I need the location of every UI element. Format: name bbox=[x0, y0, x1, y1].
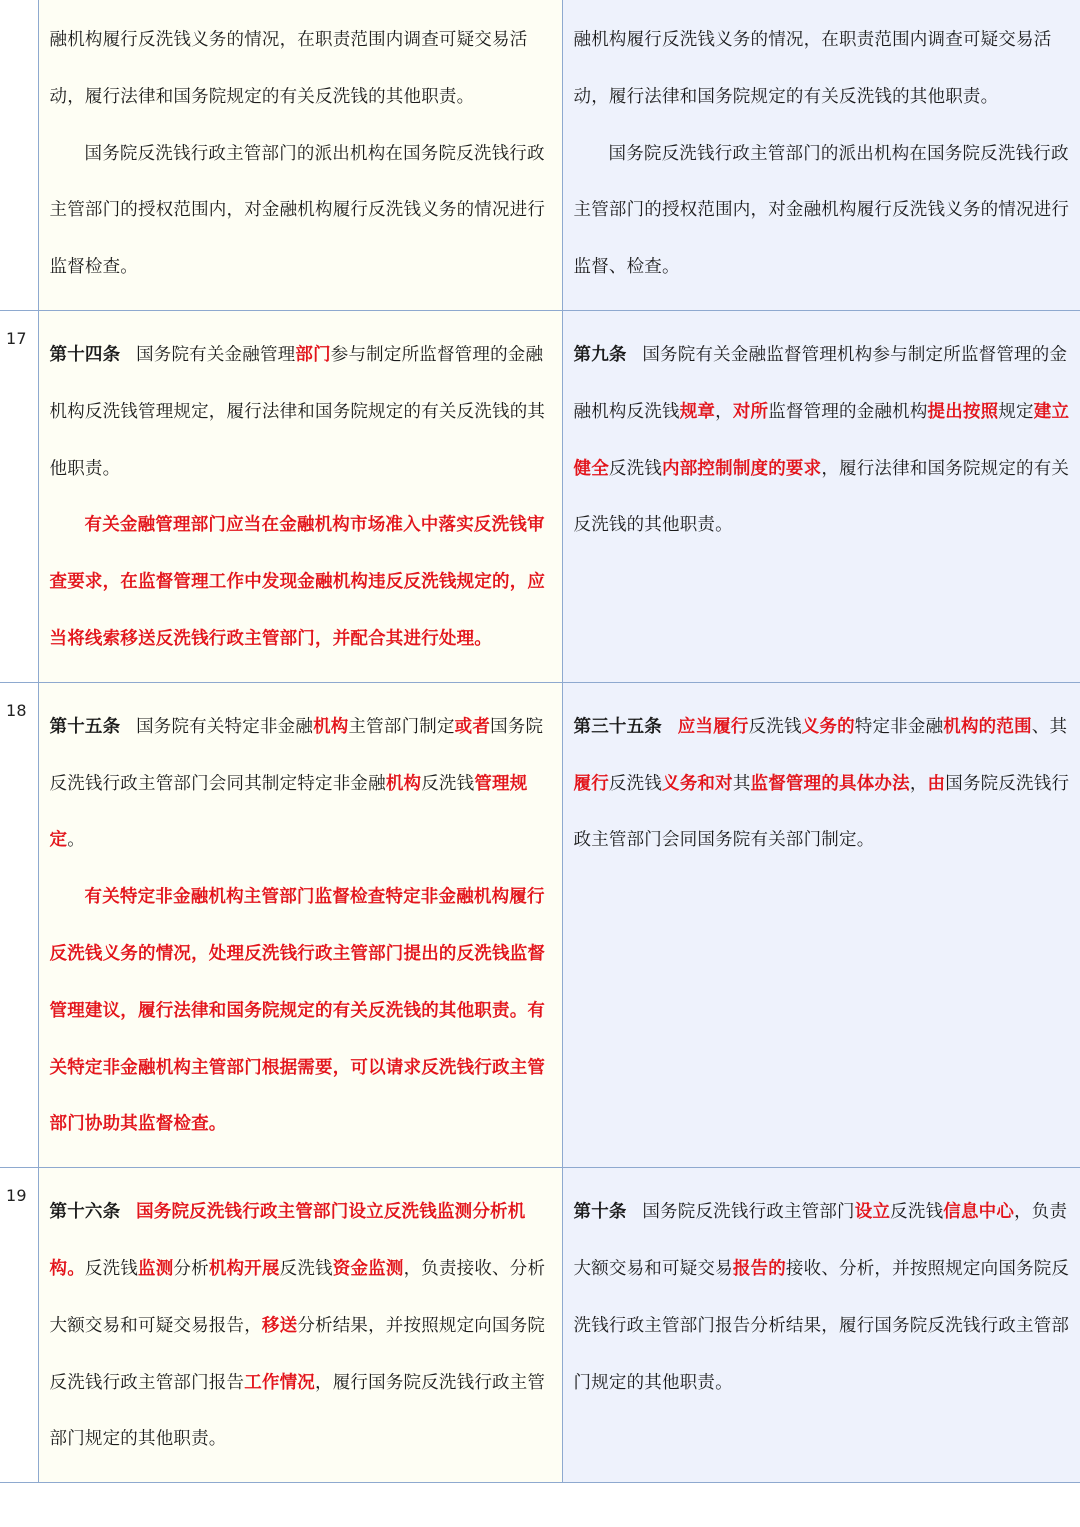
amended-text: 移送 bbox=[261, 1315, 298, 1336]
amended-text: 机构 bbox=[313, 716, 349, 737]
article-paragraph bbox=[50, 126, 556, 296]
article-text: 接收、分析，并按照规定向国务院反洗钱行政主管部门报告分析结果，履行国务院反洗钱行政主管部门规定的其他职责。 bbox=[573, 1258, 1070, 1393]
old-law-cell bbox=[38, 682, 562, 1167]
article-text: 国务院反洗钱行政主管部门 bbox=[642, 1202, 855, 1223]
article-text: ，负责大额交易和可疑交易 bbox=[573, 1202, 1068, 1279]
amended-text: 机构的范围 bbox=[943, 716, 1032, 737]
article-text: 融机构履行反洗钱义务的情况，在职责范围内调查可疑交易活动，履行法律和国务院规定的有关反洗钱的其他职责。 bbox=[573, 30, 1052, 107]
old-law-cell bbox=[38, 1168, 562, 1483]
amended-text: 设立 bbox=[854, 1202, 891, 1223]
article-paragraph bbox=[50, 699, 556, 869]
article-paragraph bbox=[574, 699, 1074, 869]
amended-text: 履行 bbox=[573, 773, 609, 794]
row-number: 19 bbox=[0, 1168, 38, 1483]
article-text: 融机构履行反洗钱义务的情况，在职责范围内调查可疑交易活动，履行法律和国务院规定的有关反洗钱的其他职责。 bbox=[49, 30, 528, 107]
new-law-cell bbox=[562, 310, 1080, 682]
amended-text: 应当履行 bbox=[677, 716, 749, 737]
article-text: ，履行法律和国务院规定的有关反洗钱的其他职责。 bbox=[573, 458, 1070, 536]
article-text: 反洗钱 bbox=[279, 1258, 333, 1279]
article-text: 国务院反洗钱行政主管部门的派出机构在国务院反洗钱行政主管部门的授权范围内，对金融机构履行反洗钱义务的情况进行监督、检查。 bbox=[573, 143, 1070, 278]
amended-text: 机构 bbox=[385, 773, 422, 794]
old-law-cell bbox=[38, 0, 562, 310]
article-text: ，履行国务院反洗钱行政主管部门规定的其他职责。 bbox=[49, 1372, 546, 1450]
article-text: 国务院反洗钱行政主管部门会同国务院有关部门制定。 bbox=[573, 773, 1070, 851]
amended-text: 建立健全 bbox=[573, 401, 1070, 479]
amended-text: 由 bbox=[927, 773, 946, 794]
article-text: 国务院有关金融监督管理机构参与制定所监督管理的金融机构反洗钱 bbox=[573, 344, 1068, 422]
article-text: 反洗钱 bbox=[421, 773, 475, 794]
article-text: 。 bbox=[67, 830, 85, 851]
article-text: 反洗钱 bbox=[608, 458, 663, 479]
article-paragraph bbox=[574, 126, 1074, 296]
amended-text: 国务院反洗钱行政主管部门设立反洗钱监测分析机构。 bbox=[49, 1202, 526, 1279]
article-number: 第十六条 bbox=[49, 1202, 121, 1223]
article-text: 其 bbox=[732, 773, 751, 794]
article-text: 参与制定所监督管理的金融机构反洗钱管理规定，履行法律和国务院规定的有关反洗钱的其他职责。 bbox=[49, 344, 546, 479]
amended-text: 对所 bbox=[732, 401, 769, 422]
article-text: 分析结果，并按照规定向国务院反洗钱行政主管部门报告 bbox=[49, 1315, 546, 1393]
article-text: ，负责接收、分析大额交易和可疑交易报告， bbox=[49, 1258, 546, 1336]
amended-text: 部门 bbox=[295, 344, 331, 365]
amended-text: 内部控制制度的要求 bbox=[662, 458, 822, 479]
article-paragraph bbox=[574, 327, 1074, 554]
amended-text: 义务和对 bbox=[662, 773, 733, 794]
article-text: ， bbox=[909, 773, 928, 794]
article-paragraph bbox=[50, 327, 556, 497]
article-text: 国务院有关特定非金融 bbox=[136, 716, 314, 737]
article-paragraph bbox=[574, 1184, 1074, 1411]
amended-text: 监测 bbox=[138, 1258, 174, 1279]
article-paragraph bbox=[50, 869, 556, 1153]
article-text: 分析 bbox=[173, 1258, 209, 1279]
amended-text: 管理规定 bbox=[49, 773, 528, 851]
article-text: 反洗钱 bbox=[890, 1202, 944, 1223]
amended-text: 机构开展 bbox=[208, 1258, 280, 1279]
amended-text: 有关特定非金融机构主管部门监督检查特定非金融机构履行反洗钱义务的情况，处理反洗钱行政主管部门提出的反洗钱监督管理建议，履行法律和国务院规定的有关反洗钱的其他职责。有关特定非金融机构主管部门根据需要，可以请求反洗钱行政主管部门协助其监督检查。 bbox=[49, 887, 546, 1135]
old-law-cell bbox=[38, 310, 562, 682]
amended-text: 义务的 bbox=[801, 716, 855, 737]
table-row bbox=[0, 310, 1080, 682]
article-text: 国务院有关金融管理 bbox=[136, 344, 296, 365]
amended-text: 规章 bbox=[679, 401, 716, 422]
article-paragraph bbox=[50, 497, 556, 667]
amended-text: 报告的 bbox=[732, 1258, 786, 1279]
article-text: 反洗钱 bbox=[608, 773, 663, 794]
article-paragraph bbox=[50, 1184, 556, 1468]
amended-text: 监督管理的具体办法 bbox=[750, 773, 910, 794]
article-text: 、其 bbox=[1031, 716, 1068, 737]
row-number bbox=[0, 0, 38, 310]
amended-text: 提出按照 bbox=[927, 401, 999, 422]
article-number: 第九条 bbox=[573, 344, 627, 365]
amended-text: 或者 bbox=[454, 716, 491, 737]
amended-text: 有关金融管理部门应当在金融机构市场准入中落实反洗钱审查要求，在监督管理工作中发现金融机构违反反洗钱规定的，应当将线索移送反洗钱行政主管部门，并配合其进行处理。 bbox=[49, 515, 546, 649]
article-text: 主管部门制定 bbox=[348, 716, 455, 737]
article-paragraph bbox=[574, 12, 1074, 126]
article-text: 国务院反洗钱行政主管部门会同其制定特定非金融 bbox=[49, 716, 544, 794]
article-text: 规定 bbox=[998, 401, 1034, 422]
table-row bbox=[0, 0, 1080, 310]
new-law-cell bbox=[562, 682, 1080, 1167]
table-row bbox=[0, 682, 1080, 1167]
article-text: 反洗钱 bbox=[748, 716, 802, 737]
new-law-cell bbox=[562, 0, 1080, 310]
amended-text: 工作情况 bbox=[244, 1372, 316, 1393]
article-number: 第十四条 bbox=[49, 344, 121, 365]
article-text: 监督管理的金融机构 bbox=[768, 401, 928, 422]
article-number: 第三十五条 bbox=[573, 716, 662, 737]
row-number: 18 bbox=[0, 682, 38, 1167]
article-text: 反洗钱 bbox=[84, 1258, 139, 1279]
row-number: 17 bbox=[0, 310, 38, 682]
article-number: 第十条 bbox=[573, 1202, 627, 1223]
article-number: 第十五条 bbox=[49, 716, 121, 737]
amended-text: 信息中心 bbox=[943, 1202, 1015, 1223]
article-paragraph bbox=[50, 12, 556, 126]
amended-text: 资金监测 bbox=[332, 1258, 404, 1279]
article-text: 国务院反洗钱行政主管部门的派出机构在国务院反洗钱行政主管部门的授权范围内，对金融机构履行反洗钱义务的情况进行监督检查。 bbox=[49, 143, 546, 278]
article-text: 特定非金融 bbox=[854, 716, 944, 737]
table-row bbox=[0, 1168, 1080, 1483]
article-text: ， bbox=[715, 401, 733, 422]
new-law-cell bbox=[562, 1168, 1080, 1483]
